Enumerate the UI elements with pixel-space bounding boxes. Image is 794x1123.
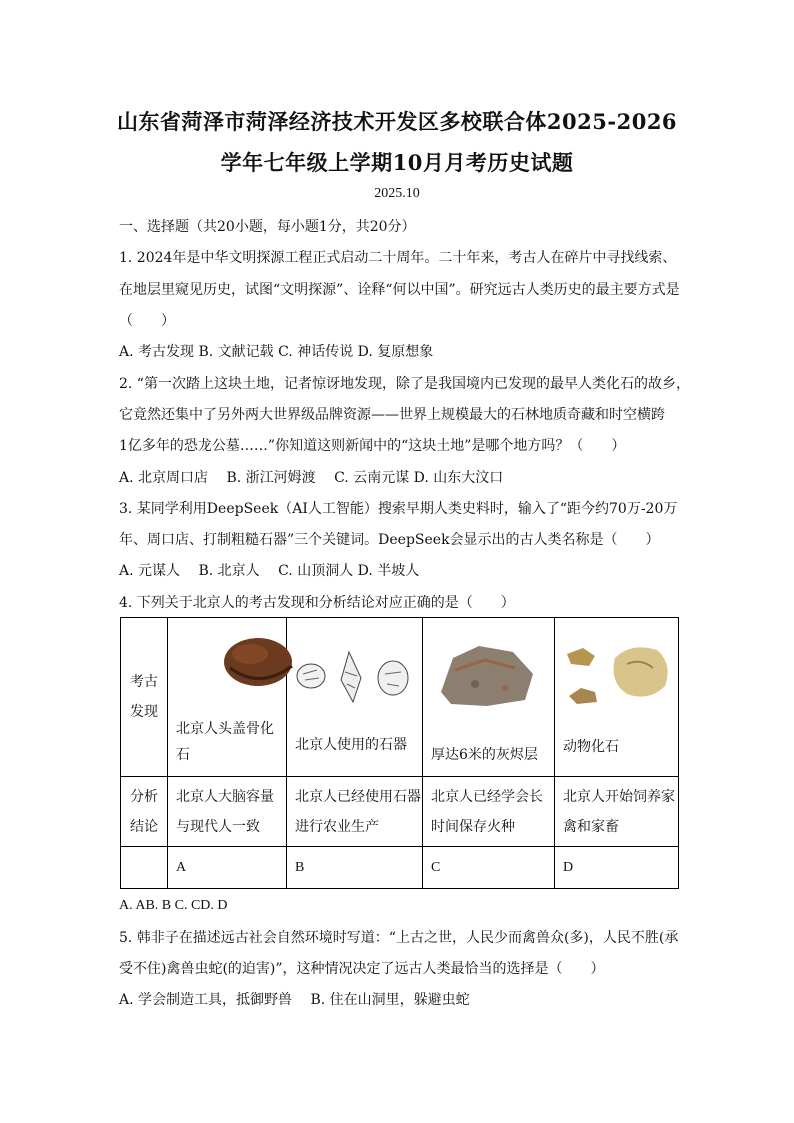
discovery-d-label: 动物化石 xyxy=(563,739,619,755)
stone-tools-image xyxy=(293,648,411,708)
q1-line1: 1. 2024年是中华文明探源工程正式启动二十周年。二十年来，考古人在碎片中寻找线索、 xyxy=(119,250,677,266)
q5-line2: 受不住)禽兽虫蛇(的迫害)”，这种情况决定了远古人类最恰当的选择是（ ） xyxy=(119,961,605,977)
discovery-a-label: 北京人头盖骨化石 xyxy=(176,721,274,763)
q4-stem: 4. 下列关于北京人的考古发现和分析结论对应正确的是（ ） xyxy=(119,595,515,611)
empty-cell xyxy=(121,847,168,889)
cell-discovery-b xyxy=(287,618,423,777)
discovery-b-label: 北京人使用的石器 xyxy=(295,737,407,753)
ash-layer-image xyxy=(435,640,539,710)
cell-discovery-a xyxy=(168,618,287,777)
letter-c: C xyxy=(423,847,555,889)
exam-date: 2025.10 xyxy=(374,186,420,201)
letter-d: D xyxy=(555,847,679,889)
q1-line2: 在地层里窥见历史，试图“文明探源”、诠释“何以中国”。研究远古人类历史的最主要方式是 xyxy=(119,282,680,298)
q3-line1: 3. 某同学利用DeepSeek（AI人工智能）搜索早期人类史料时，输入了“距今约70万-20万 xyxy=(119,501,678,517)
row-header-discovery: 考古发现 xyxy=(121,618,168,777)
q2-line3: 1亿多年的恐龙公墓……”你知道这则新闻中的“这块土地”是哪个地方吗？（ ） xyxy=(119,438,626,454)
q1-line3: （ ） xyxy=(119,313,175,329)
conclusion-d: 北京人开始饲养家禽和家畜 xyxy=(555,777,679,847)
q2-line2: 它竟然还集中了另外两大世界级品牌资源——世界上规模最大的石林地质奇藏和时空横跨 xyxy=(119,407,665,423)
q2-line1: 2. “第一次踏上这块土地，记者惊讶地发现，除了是我国境内已发现的最早人类化石的故乡， xyxy=(119,376,690,392)
q3-options: A. 元谋人 B. 北京人 C. 山顶洞人 D. 半坡人 xyxy=(119,563,420,579)
q5-line1: 5. 韩非子在描述远古社会自然环境时写道：“上古之世，人民少而禽兽众(多)，人民不胜(承 xyxy=(119,930,679,946)
exam-title-line1: 山东省菏泽市菏泽经济技术开发区多校联合体2025-2026 xyxy=(116,109,678,134)
cell-discovery-c xyxy=(423,618,555,777)
exam-title-line2: 学年七年级上学期10月月考历史试题 xyxy=(220,150,574,175)
q1-options: A. 考古发现 B. 文献记载 C. 神话传说 D. 复原想象 xyxy=(119,344,434,360)
conclusion-c: 北京人已经学会长时间保存火种 xyxy=(423,777,555,847)
q3-line2: 年、周口店、打制粗糙石器”三个关键词。DeepSeek会显示出的古人类名称是（ ） xyxy=(119,532,660,548)
q5-options: A. 学会制造工具，抵御野兽 B. 住在山洞里，躲避虫蛇 xyxy=(119,992,470,1008)
conclusion-a: 北京人大脑容量与现代人一致 xyxy=(168,777,287,847)
cell-discovery-d xyxy=(555,618,679,777)
discovery-c-label: 厚达6米的灰烬层 xyxy=(431,747,538,763)
q2-options: A. 北京周口店 B. 浙江河姆渡 C. 云南元谋 D. 山东大汶口 xyxy=(119,470,504,486)
letter-a: A xyxy=(168,847,287,889)
q4-options: A. AB. B C. CD. D xyxy=(119,898,228,913)
animal-fossils-image xyxy=(561,640,673,712)
section-heading: 一、选择题（共20小题，每小题1分，共20分） xyxy=(119,219,416,235)
letter-b: B xyxy=(287,847,423,889)
conclusion-b: 北京人已经使用石器进行农业生产 xyxy=(287,777,423,847)
row-header-conclusion: 分析结论 xyxy=(121,777,168,847)
q4-table xyxy=(120,617,679,889)
